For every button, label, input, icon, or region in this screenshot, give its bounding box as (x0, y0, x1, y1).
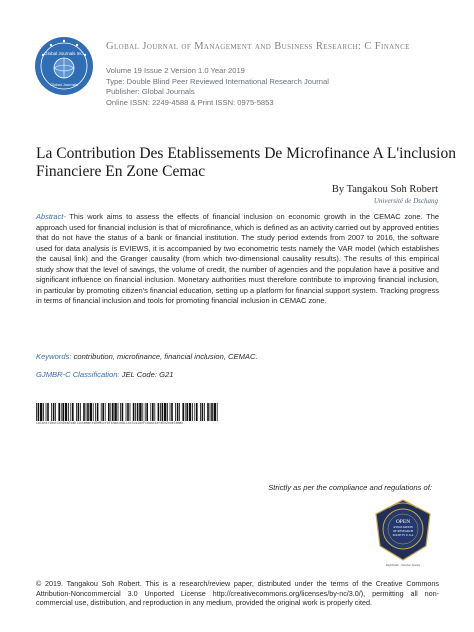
barcode-bar (58, 403, 60, 421)
barcode-bar (133, 403, 135, 421)
barcode-bar (76, 403, 77, 421)
barcode-bar (43, 403, 44, 421)
barcode-bar (204, 403, 205, 421)
barcode-bar (68, 403, 69, 421)
author-name: By Tangakou Soh Robert (331, 184, 438, 195)
barcode-bar (83, 403, 85, 421)
type-line: Type: Double Blind Peer Reviewed International Research Journal (106, 76, 329, 86)
barcode-bar (167, 403, 168, 421)
keywords-label: Keywords: (36, 352, 72, 361)
barcode-bar (211, 403, 213, 421)
barcode-bar (160, 403, 161, 421)
global-journals-logo (33, 35, 95, 97)
barcode-bar (189, 403, 191, 421)
barcode (36, 403, 218, 421)
barcode-bar (142, 403, 143, 421)
barcode-bar (217, 403, 218, 421)
open-association-seal (372, 496, 434, 568)
barcode-bar (200, 403, 201, 421)
barcode-bar (154, 403, 155, 421)
keywords-text: contribution, microfinance, financial inclusion, CEMAC. (71, 352, 258, 361)
classification-label: GJMBR-C Classification: (36, 370, 120, 379)
barcode-bar (87, 403, 89, 421)
barcode-bar (182, 403, 184, 421)
logo-text-bottom: Global Journals (50, 82, 78, 87)
barcode-bar (196, 403, 198, 421)
barcode-bar (110, 403, 111, 421)
barcode-bar (118, 403, 119, 421)
barcode-bar (102, 403, 104, 421)
barcode-bar (53, 403, 55, 421)
barcode-bar (72, 403, 74, 421)
abstract-text: This work aims to assess the effects of financial inclusion on economic growth in the CEMAC zone. The approach used for financial inclusion is that of microfinance, which is defined as an activity carried out by approved entities that do not have the status of a bank or financial institution. The study period extends from 2007 to 2016, the software used for data analysis is EVIEWS, it is accompanied by two econometric tests namely the VAR model (which establishes the causal link) and the Granger causality (from which two-dimensional causality results). The results of this empirical study show that the level of savings, the volume of credit, the number of agencies and the population have a positive and significant influence on financial inclusion. Monetary authorities must therefore contribute to improving financial inclusion, in particular by promoting citizen's financial education, setting up a platform for financial support system. Tracking progress in terms of financial inclusion and tools for promoting financial inclusion in CEMAC zone. (36, 212, 439, 305)
barcode-bar (150, 403, 151, 421)
barcode-bar (122, 403, 124, 421)
barcode-bar (130, 403, 131, 421)
barcode-bar (38, 403, 40, 421)
barcode-bar (214, 403, 216, 421)
seal-line-5: Rightholder - Member Society (385, 564, 421, 567)
barcode-bar (65, 403, 67, 421)
barcode-bar (139, 403, 141, 421)
barcode-bar (95, 403, 96, 421)
barcode-bar (146, 403, 148, 421)
barcode-bar (145, 403, 146, 421)
barcode-bar (137, 403, 139, 421)
classification-text: JEL Code: G21 (119, 370, 174, 379)
barcode-bar (62, 403, 64, 421)
barcode-bar (90, 403, 92, 421)
barcode-bar (78, 403, 80, 421)
volume-line: Volume 19 Issue 2 Version 1.0 Year 2019 (106, 66, 245, 75)
barcode-bar (105, 403, 106, 421)
barcode-bar (93, 403, 94, 421)
barcode-bar (51, 403, 52, 421)
barcode-bar (164, 403, 166, 421)
seal-line-1: OPEN (395, 519, 411, 525)
barcode-bar (70, 403, 71, 421)
barcode-bar (46, 403, 47, 421)
barcode-bar (114, 403, 116, 421)
license-text: © 2019. Tangakou Soh Robert. This is a research/review paper, distributed under the terms of the Creative Commons Attribution-Noncommercial 3.0 Unported License http://creativecommons.org/licenses/by-nc/3.0/), permitting all non-commercial use, distribution, and reproduction in any medium, provided the original work is properly cited. (36, 579, 439, 608)
barcode-bar (202, 403, 204, 421)
barcode-bar (80, 403, 81, 421)
barcode-bar (126, 403, 127, 421)
barcode-bar (177, 403, 179, 421)
seal-line-4: SOCIETY U.S.A (392, 533, 414, 537)
author-affiliation: Université de Dschang (373, 197, 438, 205)
issn-line: Online ISSN: 2249-4588 & Print ISSN: 0975-5853 (106, 97, 274, 107)
article-title: La Contribution Des Etablissements De Microfinance A L'inclusion Financiere En Zone Cemac (36, 145, 456, 180)
barcode-bar (120, 403, 121, 421)
barcode-bar (108, 403, 110, 421)
logo-text-top: Global Journals Inc. (44, 51, 84, 56)
barcode-bar (47, 403, 49, 421)
barcode-text: LaContributionDesEtablissementsDeMicrofinanceALinclusionFinanciereEnZoneCemac (36, 421, 184, 425)
barcode-bar (162, 403, 164, 421)
barcode-bar (127, 403, 129, 421)
abstract-label: Abstract- (36, 212, 66, 221)
barcode-bar (152, 403, 154, 421)
journal-name: Global Journal of Management and Business Research: C Finance (106, 41, 410, 52)
barcode-bar (112, 403, 114, 421)
barcode-bar (192, 403, 193, 421)
seal-line-2: ASSOCIATION (393, 525, 413, 529)
barcode-bar (210, 403, 211, 421)
barcode-bar (135, 403, 136, 421)
barcode-bar (171, 403, 173, 421)
keywords (36, 352, 258, 361)
barcode-bar (158, 403, 160, 421)
barcode-bar (194, 403, 195, 421)
barcode-bar (36, 403, 37, 421)
barcode-bar (185, 403, 186, 421)
barcode-bar (40, 403, 42, 421)
barcode-bar (61, 403, 62, 421)
publisher-line: Publisher: Global Journals (106, 87, 195, 97)
journal-meta (106, 66, 456, 108)
barcode-bar (170, 403, 171, 421)
barcode-bar (186, 403, 188, 421)
barcode-bar (101, 403, 102, 421)
compliance-note: Strictly as per the compliance and regulations of: (268, 483, 432, 492)
barcode-bar (175, 403, 176, 421)
barcode-bar (207, 403, 209, 421)
barcode-bar (55, 403, 56, 421)
seal-line-3: OF RESEARCH (392, 529, 414, 533)
barcode-bar (179, 403, 180, 421)
classification (36, 370, 173, 379)
barcode-bar (86, 403, 87, 421)
barcode-bar (97, 403, 99, 421)
abstract (36, 212, 439, 307)
